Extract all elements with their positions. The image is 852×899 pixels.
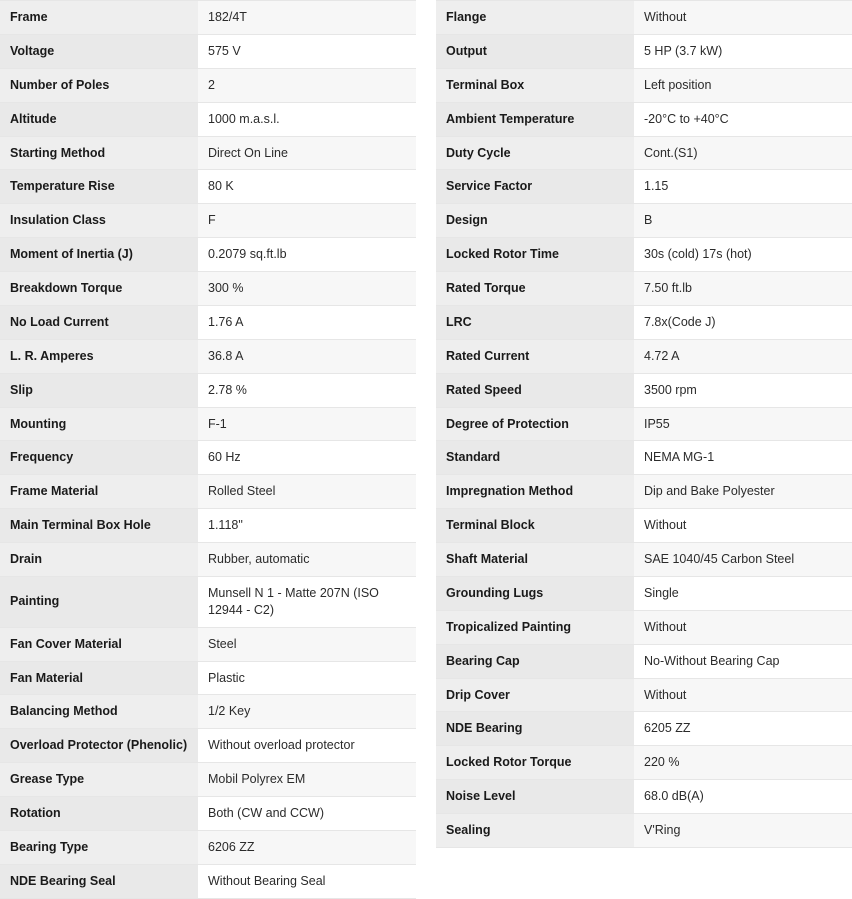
spec-label: Rotation: [0, 797, 198, 831]
table-row: [0, 305, 416, 339]
spec-label: Voltage: [0, 34, 198, 68]
table-row: [436, 373, 852, 407]
spec-label: Moment of Inertia (J): [0, 238, 198, 272]
table-row: [0, 864, 416, 898]
spec-value: 1.118": [198, 509, 416, 543]
left-column: [0, 0, 416, 899]
spec-label: Duty Cycle: [436, 136, 634, 170]
table-row: [0, 339, 416, 373]
table-row: [0, 729, 416, 763]
spec-label: NDE Bearing: [436, 712, 634, 746]
spec-value: 6205 ZZ: [634, 712, 852, 746]
table-row: [436, 814, 852, 848]
spec-value: 4.72 A: [634, 339, 852, 373]
spec-table-right: [436, 0, 852, 848]
table-row: [436, 475, 852, 509]
spec-label: Design: [436, 204, 634, 238]
spec-value: 60 Hz: [198, 441, 416, 475]
spec-label: Number of Poles: [0, 68, 198, 102]
table-row: [436, 136, 852, 170]
spec-value: 220 %: [634, 746, 852, 780]
spec-label: Painting: [0, 576, 198, 627]
spec-label: Grounding Lugs: [436, 576, 634, 610]
spec-value: Single: [634, 576, 852, 610]
spec-value: 182/4T: [198, 1, 416, 35]
spec-value: No-Without Bearing Cap: [634, 644, 852, 678]
table-row: [436, 441, 852, 475]
spec-value: Left position: [634, 68, 852, 102]
spec-value: Without: [634, 678, 852, 712]
table-row: [0, 373, 416, 407]
spec-label: Mounting: [0, 407, 198, 441]
spec-table-right-body: [436, 1, 852, 848]
table-row: [436, 746, 852, 780]
spec-label: Slip: [0, 373, 198, 407]
table-row: [436, 305, 852, 339]
spec-value: Cont.(S1): [634, 136, 852, 170]
table-row: [436, 238, 852, 272]
spec-label: No Load Current: [0, 305, 198, 339]
spec-value: 2: [198, 68, 416, 102]
spec-value: F-1: [198, 407, 416, 441]
spec-label: Ambient Temperature: [436, 102, 634, 136]
spec-label: Sealing: [436, 814, 634, 848]
table-row: [0, 204, 416, 238]
table-row: [436, 644, 852, 678]
spec-value: Rubber, automatic: [198, 543, 416, 577]
spec-value: IP55: [634, 407, 852, 441]
right-column: [436, 0, 852, 848]
table-row: [436, 576, 852, 610]
spec-value: 6206 ZZ: [198, 830, 416, 864]
table-row: [436, 170, 852, 204]
spec-value: 7.50 ft.lb: [634, 272, 852, 306]
spec-label: Frame: [0, 1, 198, 35]
spec-label: Frequency: [0, 441, 198, 475]
table-row: [0, 627, 416, 661]
table-row: [436, 678, 852, 712]
spec-label: Balancing Method: [0, 695, 198, 729]
spec-value: -20°C to +40°C: [634, 102, 852, 136]
table-row: [0, 695, 416, 729]
spec-value: 36.8 A: [198, 339, 416, 373]
spec-label: Locked Rotor Time: [436, 238, 634, 272]
spec-value: 80 K: [198, 170, 416, 204]
spec-label: Bearing Cap: [436, 644, 634, 678]
spec-value: 1.76 A: [198, 305, 416, 339]
table-row: [436, 1, 852, 35]
table-row: [0, 170, 416, 204]
spec-label: Terminal Box: [436, 68, 634, 102]
table-row: [0, 238, 416, 272]
spec-label: L. R. Amperes: [0, 339, 198, 373]
spec-label: Grease Type: [0, 763, 198, 797]
spec-label: Shaft Material: [436, 543, 634, 577]
table-row: [436, 34, 852, 68]
table-row: [0, 763, 416, 797]
spec-label: LRC: [436, 305, 634, 339]
spec-label: Altitude: [0, 102, 198, 136]
spec-label: Output: [436, 34, 634, 68]
spec-value: Dip and Bake Polyester: [634, 475, 852, 509]
spec-label: NDE Bearing Seal: [0, 864, 198, 898]
spec-label: Noise Level: [436, 780, 634, 814]
spec-label: Flange: [436, 1, 634, 35]
spec-label: Frame Material: [0, 475, 198, 509]
spec-value: Without Bearing Seal: [198, 864, 416, 898]
spec-value: Without: [634, 509, 852, 543]
spec-label: Drain: [0, 543, 198, 577]
spec-label: Fan Material: [0, 661, 198, 695]
table-row: [436, 102, 852, 136]
spec-value: Direct On Line: [198, 136, 416, 170]
spec-value: Mobil Polyrex EM: [198, 763, 416, 797]
table-row: [436, 339, 852, 373]
spec-value: 30s (cold) 17s (hot): [634, 238, 852, 272]
table-row: [0, 509, 416, 543]
table-row: [0, 34, 416, 68]
spec-value: 68.0 dB(A): [634, 780, 852, 814]
table-row: [0, 797, 416, 831]
table-row: [436, 68, 852, 102]
spec-label: Starting Method: [0, 136, 198, 170]
spec-value: F: [198, 204, 416, 238]
table-row: [0, 272, 416, 306]
table-row: [436, 712, 852, 746]
spec-value: Munsell N 1 - Matte 207N (ISO 12944 - C2): [198, 576, 416, 627]
table-row: [0, 830, 416, 864]
spec-value: B: [634, 204, 852, 238]
spec-label: Locked Rotor Torque: [436, 746, 634, 780]
table-row: [436, 272, 852, 306]
table-row: [0, 576, 416, 627]
spec-value: Rolled Steel: [198, 475, 416, 509]
spec-label: Overload Protector (Phenolic): [0, 729, 198, 763]
spec-table-left: [0, 0, 416, 899]
spec-label: Main Terminal Box Hole: [0, 509, 198, 543]
spec-value: Without overload protector: [198, 729, 416, 763]
spec-value: Plastic: [198, 661, 416, 695]
spec-label: Insulation Class: [0, 204, 198, 238]
spec-value: 5 HP (3.7 kW): [634, 34, 852, 68]
spec-label: Drip Cover: [436, 678, 634, 712]
spec-value: SAE 1040/45 Carbon Steel: [634, 543, 852, 577]
spec-label: Impregnation Method: [436, 475, 634, 509]
spec-label: Service Factor: [436, 170, 634, 204]
table-row: [0, 407, 416, 441]
spec-label: Tropicalized Painting: [436, 610, 634, 644]
spec-label: Bearing Type: [0, 830, 198, 864]
spec-table-left-body: [0, 1, 416, 899]
spec-label: Rated Current: [436, 339, 634, 373]
spec-value: 3500 rpm: [634, 373, 852, 407]
table-row: [0, 475, 416, 509]
spec-value: Without: [634, 1, 852, 35]
spec-label: Terminal Block: [436, 509, 634, 543]
spec-value: V'Ring: [634, 814, 852, 848]
spec-label: Degree of Protection: [436, 407, 634, 441]
table-row: [0, 102, 416, 136]
table-row: [436, 543, 852, 577]
spec-label: Fan Cover Material: [0, 627, 198, 661]
table-row: [0, 68, 416, 102]
spec-value: Steel: [198, 627, 416, 661]
spec-value: 1/2 Key: [198, 695, 416, 729]
spec-value: NEMA MG-1: [634, 441, 852, 475]
table-row: [0, 543, 416, 577]
table-row: [0, 1, 416, 35]
spec-label: Standard: [436, 441, 634, 475]
spec-value: 2.78 %: [198, 373, 416, 407]
spec-value: 1000 m.a.s.l.: [198, 102, 416, 136]
table-row: [436, 204, 852, 238]
spec-label: Breakdown Torque: [0, 272, 198, 306]
table-row: [436, 610, 852, 644]
table-row: [0, 661, 416, 695]
spec-value: Both (CW and CCW): [198, 797, 416, 831]
spec-value: 575 V: [198, 34, 416, 68]
table-row: [0, 441, 416, 475]
spec-value: 0.2079 sq.ft.lb: [198, 238, 416, 272]
spec-label: Rated Speed: [436, 373, 634, 407]
table-row: [436, 509, 852, 543]
spec-label: Rated Torque: [436, 272, 634, 306]
spec-label: Temperature Rise: [0, 170, 198, 204]
spec-value: 300 %: [198, 272, 416, 306]
table-row: [0, 136, 416, 170]
spec-value: 1.15: [634, 170, 852, 204]
spec-value: 7.8x(Code J): [634, 305, 852, 339]
spec-value: Without: [634, 610, 852, 644]
table-row: [436, 407, 852, 441]
